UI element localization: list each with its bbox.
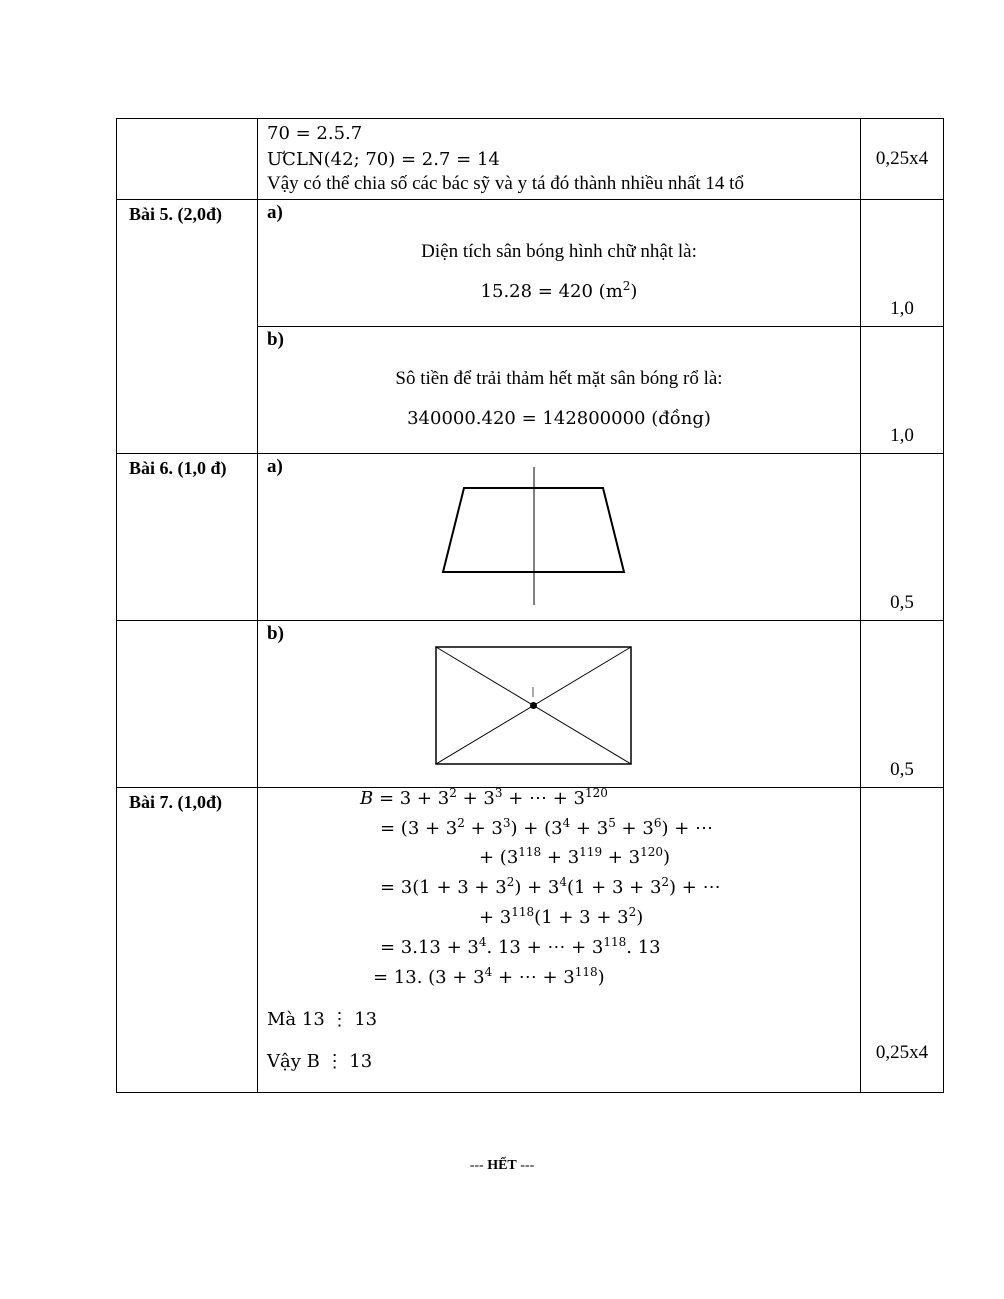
row-bai6b [117, 621, 944, 788]
factorization-70: 70 = 2.5.7 [267, 123, 363, 144]
bai5b-content [258, 327, 861, 454]
gcd-line: ƯCLN(42; 70) = 2.7 = 14 [267, 149, 500, 170]
bai4-content [258, 119, 861, 200]
eq-line-6: = $3.13 + 3^4$. 13 + ⋯ + $3^{118}$. 13 [380, 935, 661, 958]
row-bai6a [117, 454, 944, 621]
cost-text: Sô tiền để trải thảm hết mặt sân bóng rổ là: [395, 368, 723, 389]
label-bai7: Bài 7. (1,0đ) [117, 788, 258, 1093]
eq-line-7: = 13. ($3 + 3^4$ + ⋯ + $3^{118}$) [373, 965, 605, 988]
bai6b-content [258, 621, 861, 788]
bai5a-content [258, 200, 861, 327]
row-bai7 [117, 788, 944, 1093]
rectangle-center-figure [258, 641, 861, 771]
label-bai5: Bài 5. (2,0đ) [117, 200, 258, 454]
center-point [530, 702, 537, 709]
score-bai5a: 1,0 [861, 200, 944, 327]
divisible-statement: Mà 13 ⋮ 13 [267, 1009, 378, 1030]
part-a-label: a) [267, 456, 283, 477]
area-formula: 15.28 = 420 $(m^2)$ [480, 279, 638, 302]
part-b-label: b) [267, 329, 284, 350]
part-b-label: b) [267, 623, 284, 644]
final-conclusion: Vậy B ⋮ 13 [267, 1051, 373, 1072]
score-bai4: 0,25x4 [861, 119, 944, 200]
row-bai5a [117, 200, 944, 327]
end-marker: --- HẾT --- [469, 1158, 535, 1173]
score-bai6a: 0,5 [861, 454, 944, 621]
eq-line-1: $B = 3 + 3^2 + 3^3$ + ⋯ + $3^{120}$ [360, 786, 608, 809]
eq-line-2: = $(3 + 3^2 + 3^3) + (3^4 + 3^5 + 3^6)$ + ⋯ [380, 816, 714, 839]
score-bai5b: 1,0 [861, 327, 944, 454]
trapezoid-symmetry-figure [258, 466, 861, 606]
bai7-content [258, 788, 861, 1093]
bai6a-content [258, 454, 861, 621]
answer-table [116, 118, 944, 1093]
label-cell-empty [117, 621, 258, 788]
area-text: Diện tích sân bóng hình chữ nhật là: [421, 241, 697, 262]
score-bai7: 0,25x4 [861, 788, 944, 1093]
label-cell-empty [117, 119, 258, 200]
conclusion-line: Vậy có thể chia số các bác sỹ và y tá đó thành nhiều nhất 14 tổ [267, 173, 744, 194]
label-bai6: Bài 6. (1,0 đ) [117, 454, 258, 621]
eq-line-4: = $3(1 + 3 + 3^2) + 3^4(1 + 3 + 3^2)$ + ⋯ [380, 875, 721, 898]
eq-line-3: + $(3^{118} + 3^{119} + 3^{120})$ [479, 845, 670, 868]
row-bai4-continuation [117, 119, 944, 200]
score-bai6b: 0,5 [861, 621, 944, 788]
eq-line-5: + $3^{118}(1 + 3 + 3^2)$ [479, 905, 644, 928]
cost-formula: 340000.420 = 142800000 (đồng) [407, 408, 711, 429]
part-a-label: a) [267, 202, 283, 223]
